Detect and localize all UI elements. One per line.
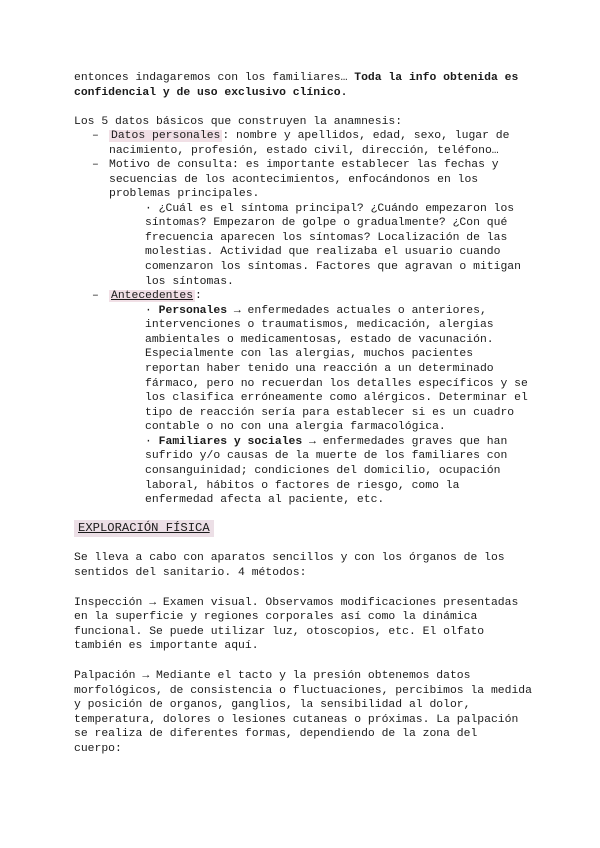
sub-item-text: sufrido y/o causas de la muerte de los familiares con [145,450,508,462]
sub-item-text: reportan haber tenido una reacción a un determinado [145,363,494,375]
sub-item-text: → enfermedades actuales o anteriores, [227,305,487,317]
sub-item-text: comenzaron los síntomas. Factores que agravan o mitigan [145,261,521,273]
sub-item-text: Especialmente con las alergias, muchos pacientes [145,348,474,360]
bullet-dot: · [145,436,159,448]
list-item-antecedentes [109,289,202,304]
sub-item-text: enfermedad afecta al paciente, etc. [145,494,385,506]
list-item-text: : nombre y apellidos, edad, sexo, lugar de [222,130,510,142]
sub-item-text: contable o no con una alergia farmacológica. [145,421,446,433]
paragraph-line: morfológicos, de consistencia o fluctuaciones, percibimos la medida [74,685,532,697]
bold-term: Personales [158,305,228,317]
sub-item-text: los clasifica erróneamente como alérgicos. Determinar el [145,392,528,404]
sub-item-text: frecuencia aparecen los síntomas? Localización de las [145,232,508,244]
intro-line-1 [74,71,518,86]
list-item-text: problemas principales. [109,188,260,200]
bullet-dash-3: – [92,290,99,302]
sub-item-text: fármaco, pero no recuerdan los detalles específicos y se [145,378,528,390]
sub-item-text: ambientales o medicamentosas, estado de vacunación. [145,334,494,346]
sub-item-text: → enfermedades graves que han [302,436,508,448]
paragraph-line: también es importante aquí. [74,640,259,652]
paragraph-line: funcional. Se puede utilizar luz, otoscopios, etc. El olfato [74,626,485,638]
sub-item-text: laboral, hábitos o factores de riesgo, como la [145,480,460,492]
intro-bold-text: Toda la info obtenida es [354,72,519,84]
sub-item-text: síntomas? Empezaron de golpe o gradualmente? ¿Con qué [145,217,508,229]
paragraph-line: se realiza de diferentes formas, dependiendo de la zona del [74,728,478,740]
list-item-text: : [195,290,202,302]
highlighted-term: Datos personales [111,130,221,142]
section-heading-text: EXPLORACIÓN FÍSICA [78,521,210,535]
sub-item-text: los síntomas. [145,276,234,288]
sub-item-personales [145,304,487,319]
sub-item-text: tipo de reacción sería para establecer si es un cuadro [145,407,515,419]
bullet-dash-2: – [92,159,99,171]
sub-item-text: · ¿Cuál es el síntoma principal? ¿Cuándo empezaron los [145,203,515,215]
highlighted-term: Antecedentes [111,290,194,302]
bullet-dash-1: – [92,130,99,142]
paragraph-line: cuerpo: [74,743,122,755]
paragraph-line: Palpación → Mediante el tacto y la presión obtenemos datos [74,670,471,682]
list-item-datos-personales [109,129,509,144]
paragraph-line: y posición de organos, ganglios, la sensibilidad al dolor, [74,699,471,711]
sub-item-familiares [145,435,507,450]
sub-item-text: molestias. Actividad que realizaba el usuario cuando [145,246,501,258]
paragraph-line: temperatura, dolores o lesiones cutaneas o próximas. La palpación [74,714,519,726]
list-item-text: nacimiento, profesión, estado civil, dirección, teléfono… [109,145,499,157]
paragraph-line: en la superficie y regiones corporales así como la dinámica [74,611,478,623]
intro-text: entonces indagaremos con los familiares… [74,72,355,84]
intro-line-2: confidencial y de uso exclusivo clínico. [74,87,348,99]
sub-item-text: consanguinidad; condiciones del domicilio, ocupación [145,465,501,477]
paragraph-line: sentidos del sanitario. 4 métodos: [74,567,307,579]
section-heading [74,520,214,537]
paragraph-line: Se lleva a cabo con aparatos sencillos y con los órganos de los [74,552,505,564]
paragraph-line: Inspección → Examen visual. Observamos modificaciones presentadas [74,597,519,609]
list-item-motivo-consulta: Motivo de consulta: es importante establecer las fechas y [109,159,499,171]
bullet-dot: · [145,305,159,317]
bold-term: Familiares y sociales [158,436,303,448]
datos-intro: Los 5 datos básicos que construyen la anamnesis: [74,116,403,128]
list-item-text: secuencias de los acontecimientos, enfocándonos en los [109,174,479,186]
sub-item-text: intervenciones o traumatismos, medicación, alergias [145,319,494,331]
